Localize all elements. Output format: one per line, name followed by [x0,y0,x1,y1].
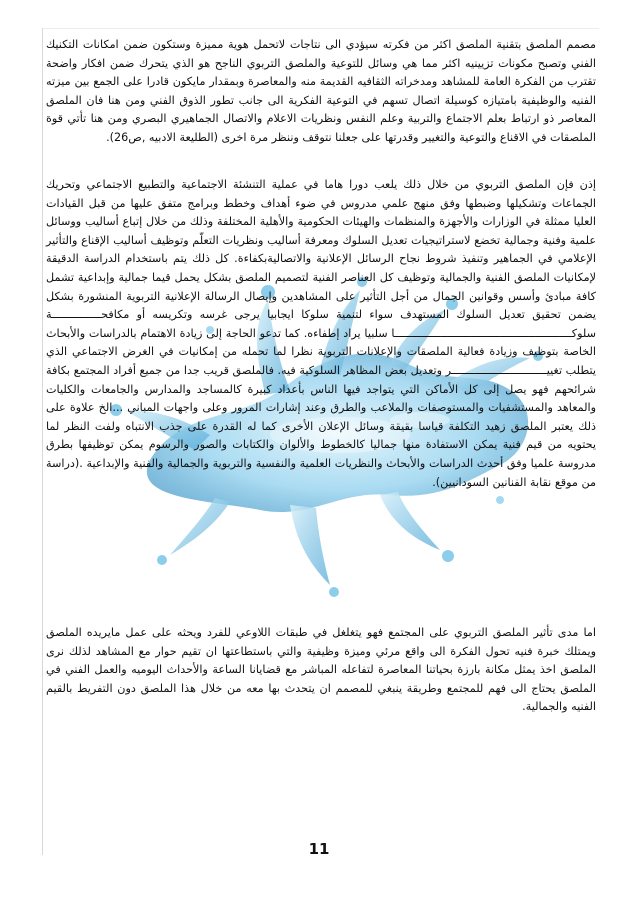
paragraph-1 [46,36,596,148]
paragraph-2 [46,176,596,492]
paragraph-3-text: اما مدى تأثير الملصق التربوي على المجتمع فهو يتغلغل في طبقات اللاوعي للفرد ويحثه على عمل مايريده الملصق ويمتلك خبرة فنيه تحول الفكرة الى واقع مرئي وميزة وظيفية والتي باستطاعتها ان تقيم حوار مع المشاهد لذلك نرى الملصق اخذ يمثل مكانة بارزة بحياتنا المعاصرة لتفاعله المباشر مع قضايانا الساعة والأحداث اليوميه والعمل الفني في الملصق يحتاج الى فهم للمجتمع وطريقة ينبغي للمصمم ان يتحدث بها معه من خلال هذا الملصق دون التفريط بالقيم الفنيه والجمالية. [46,626,596,714]
page-number: 11 [308,840,330,858]
paragraph-1-text: مصمم الملصق بتقنية الملصق اكثر من فكرته سيؤدي الى نتاجات لاتحمل هوية مميزة وستكون ضمن امكانات التكنيك الفني وتصبح مكونات تزيينيه اكثر مما هي وسائل للتوعية والملصق التربوي الناجح هو الذي يتحرك ضمن افكار واضحة تقترب من الفكرة العامة للمشاهد ومدخراته الثقافيه القديمة منه والمعاصرة وبمقدار مايكون قادرا على الجمع بين ميزته الفنيه والوظيفية بامتيازه كوسيلة اتصال تسهم في التوعية الفكرية الى جانب تطور الذوق الفني ومن هنا فان الملصق المعاصر ذو ارتباط بعلم الاجتماع والتربية وعلم النفس ونظريات الاعلام والاتصال الجماهيري البصري ومن هنا تأتي قوة الملصقات في الاقناع والتوعية والتغيير وقدرتها على جعلنا نتوقف وننظر مرة اخرى (الطليعة الادبيه ,ص26). [46,38,596,144]
paragraph-2-text: إذن فإن الملصق التربوي من خلال ذلك يلعب دورا هاما في عملية التنشئة الاجتماعية والتطبيع الاجتماعي وتحريك الجماعات وتشكيلها وضبطها وفق منهج علمي مدروس في ضوء أهداف وخطط وبرامج متفق عليها من قبل القيادات العليا ممثلة في الوزارات والأجهزة والمنظمات والهيئات الحكومية والأهلية المختلفة وذلك من خلال إتباع أساليب ووسائل علمية وفنية وجمالية تخضع لاستراتيجيات تعديل السلوك ومعرفة أساليب ونظريات التعلّم وتوظيف أساليب الإقناع والتأثير الإعلامي في الجماهير وتنفيذ شروط نجاح الرسائل الإعلانية والاتصاليةبكفاءة. كل ذلك يتم باستخدام الدراسة الدقيقة لإمكانيات الملصق الفنية والجمالية وتوظيف كل العناصر الفنية لتصميم الملصق بشكل يحمل قيما جمالية وإبداعية تشمل كافة مبادئ وأسس وقوانين الجمال من أجل التأثير على المشاهدين وإيصال الرسالة الإعلانية التربوية المنشورة بشكل يضمن تحقيق تعديل السلوك المستهدف سواء لتنمية سلوكا ايجابيا يرجى غرسه وتكريسه أو مكافحـــــــــــــــة سلوكــــــــــــــــــــــــــــــــــــــــــــــــــــــا سلبيا يراد إطفاءه. كما تدعو الحاجة إلى زيادة الاهتمام بالدراسات والأبحاث الخاصة بتوظيف وزيادة فعالية الملصقات والإعلانات التربوية نظرا لما تحمله من إمكانيات في الغرض الاجتماعي الذي يتطلب تغييـــــــــــــــــــــــــــــر وتعديل بعض المظاهر السلوكية فيه. فالملصق قريب جدا من جميع أفراد المجتمع بكافة شرائحهم فهو يصل إلى كل الأماكن التي يتواجد فيها الناس بأعداد كبيرة كالمساجد والمدارس والجامعات والكليات والمعاهد والمستشفيات والمستوصفات والملاعب والطرق وعند إشارات المرور وعلى واجهات المباني ...الخ علاوة على ذلك يعتبر الملصق زهيد التكلفة قياسا بقيقة وسائل الإعلان الأخرى كما له القدرة على جذب الانتباه ولفت النظر لما يحتويه من قيم فنية يمكن الاستفادة منها جماليا كالخطوط والألوان والكتابات والصور والرسوم يمكن توظيفها بطرق مدروسة علميا وفق أحدث الدراسات والأبحاث والنظريات العلمية والنفسية والتربوية والجمالية والفنية والإبداعية .(دراسة من موقع نقابة الفنانين السودانيين). [46,178,596,489]
paragraph-3 [46,624,596,717]
